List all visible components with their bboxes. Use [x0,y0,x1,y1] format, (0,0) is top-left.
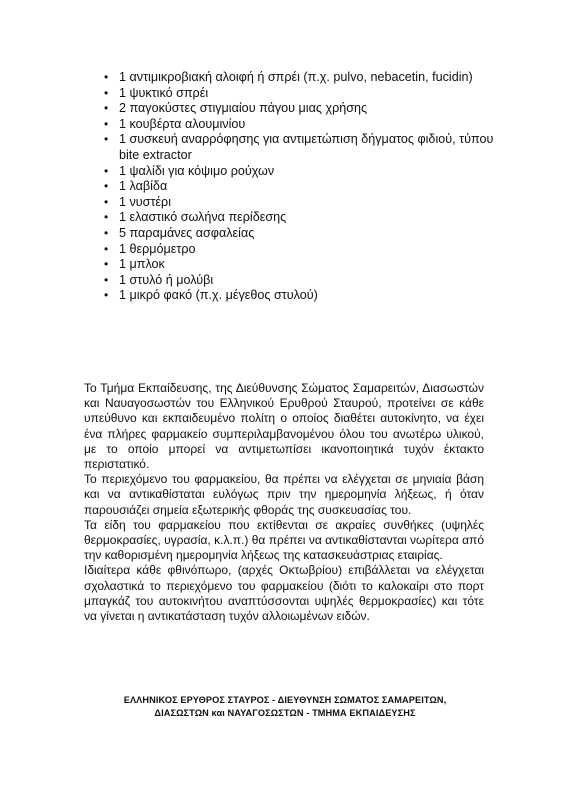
body-text [84,381,484,624]
list-item-text: 1 ψυκτικό σπρέι [119,85,209,100]
bullet-icon: • [104,116,109,131]
bullet-icon: • [104,241,109,256]
bullet-icon: • [104,210,109,225]
list-item [102,257,502,273]
list-item [102,195,502,211]
list-item [102,86,502,102]
list-item-text: 1 θερμόμετρο [119,241,196,256]
footer-line: ΔΙΑΣΩΣΤΩΝ και ΝΑΥΑΓΟΣΩΣΤΩΝ - ΤΜΗΜΑ ΕΚΠΑΙΔΕΥΣΗΣ [154,707,416,718]
bullet-icon: • [104,132,109,147]
footer-line: ΕΛΛΗΝΙΚΟΣ ΕΡΥΘΡΟΣ ΣΤΑΥΡΟΣ - ΔΙΕΥΘΥΝΣΗ ΣΩΜΑΤΟΣ ΣΑΜΑΡΕΙΤΩΝ, [123,695,447,705]
list-item [102,101,502,117]
list-item-text: 1 κουβέρτα αλουμινίου [119,116,246,131]
list-item-text: 1 μπλοκ [119,257,165,272]
paragraph: Ιδιαίτερα κάθε φθινόπωρο, (αρχές Οκτωβρίου) επιβάλλεται να ελέγχεται σχολαστικά το περιεχόμενο του φαρμακείου (διότι το καλοκαίρι στο πορτ μπαγκάζ του αυτοκινήτου αναπτύσσονται υψηλές θερμοκρασίες) και τότε να γίνεται η αντικατάσταση τυχόν αλλοιωμένων ειδών. [84,563,484,624]
list-item [102,132,502,163]
list-item [102,164,502,180]
bullet-icon: • [104,288,109,303]
list-item [102,70,502,86]
bullet-icon: • [104,85,109,100]
list-item [102,179,502,195]
list-item-text: 1 αντιμικροβιακή αλοιφή ή σπρέι (π.χ. pulvo, nebacetin, fucidin) [119,70,473,84]
list-item [102,117,502,133]
list-item [102,288,502,304]
list-item-text: 5 παραμάνες ασφαλείας [119,225,255,240]
bullet-icon: • [104,272,109,287]
bullet-icon: • [104,70,109,84]
list-item-text: 1 συσκευή αναρρόφησης για αντιμετώπιση δήγματος φιδιού, τύπου bite extractor [119,132,494,162]
list-item-text: 2 παγοκύστες στιγμιαίου πάγου μιας χρήσης [119,101,368,116]
paragraph: Το Τμήμα Εκπαίδευσης, της Διεύθυνσης Σώματος Σαμαρειτών, Διασωστών και Ναυαγοσωστών του Ελληνικού Ερυθρού Σταυρού, προτείνει σε κάθε υπεύθυνο και εκπαιδευμένο πολίτη ο οποίος διαθέτει αυτοκίνητο, να έχει ένα πλήρες φαρμακείο συμπεριλαμβανομένου όλου του ανωτέρω υλικού, με το οποίο μπορεί να αντιμετωπίσει ικανοποιητικά τυχόν έκτακτο περιστατικό. [84,381,484,472]
paragraph: Τα είδη του φαρμακείου που εκτίθενται σε ακραίες συνθήκες (υψηλές θερμοκρασίες, υγρασία, κ.λ.π.) θα πρέπει να αντικαθίστανται νωρίτερα από την καθορισμένη ημερομηνία λήξεως της κατασκευάστριας εταιρίας. [84,517,484,563]
bullet-icon: • [104,101,109,116]
paragraph: Το περιεχόμενο του φαρμακείου, θα πρέπει να ελέγχεται σε μηνιαία βάση και να αντικαθίσταται ευλόγως πριν την ημερομηνία λήξεως, ή όταν παρουσιάζει σημεία εξωτερικής φθοράς της συσκευασίας του. [84,472,484,517]
bullet-icon: • [104,225,109,240]
first-aid-kit-list [102,70,502,304]
list-item [102,210,502,226]
list-item-text: 1 μικρό φακό (π.χ. μέγεθος στυλού) [119,288,318,303]
bullet-icon: • [104,163,109,178]
list-item-text: 1 νυστέρι [119,194,172,209]
bullet-icon: • [104,194,109,209]
bullet-icon: • [104,179,109,194]
list-item [102,242,502,258]
list-item-text: 1 στυλό ή μολύβι [119,272,214,287]
list-item-text: 1 ελαστικό σωλήνα περίδεσης [119,210,287,225]
bullet-icon: • [104,257,109,272]
list-item [102,273,502,289]
page-footer [60,694,510,720]
list-item-text: 1 ψαλίδι για κόψιμο ρούχων [119,163,275,178]
list-item-text: 1 λαβίδα [119,179,168,194]
list-item [102,226,502,242]
